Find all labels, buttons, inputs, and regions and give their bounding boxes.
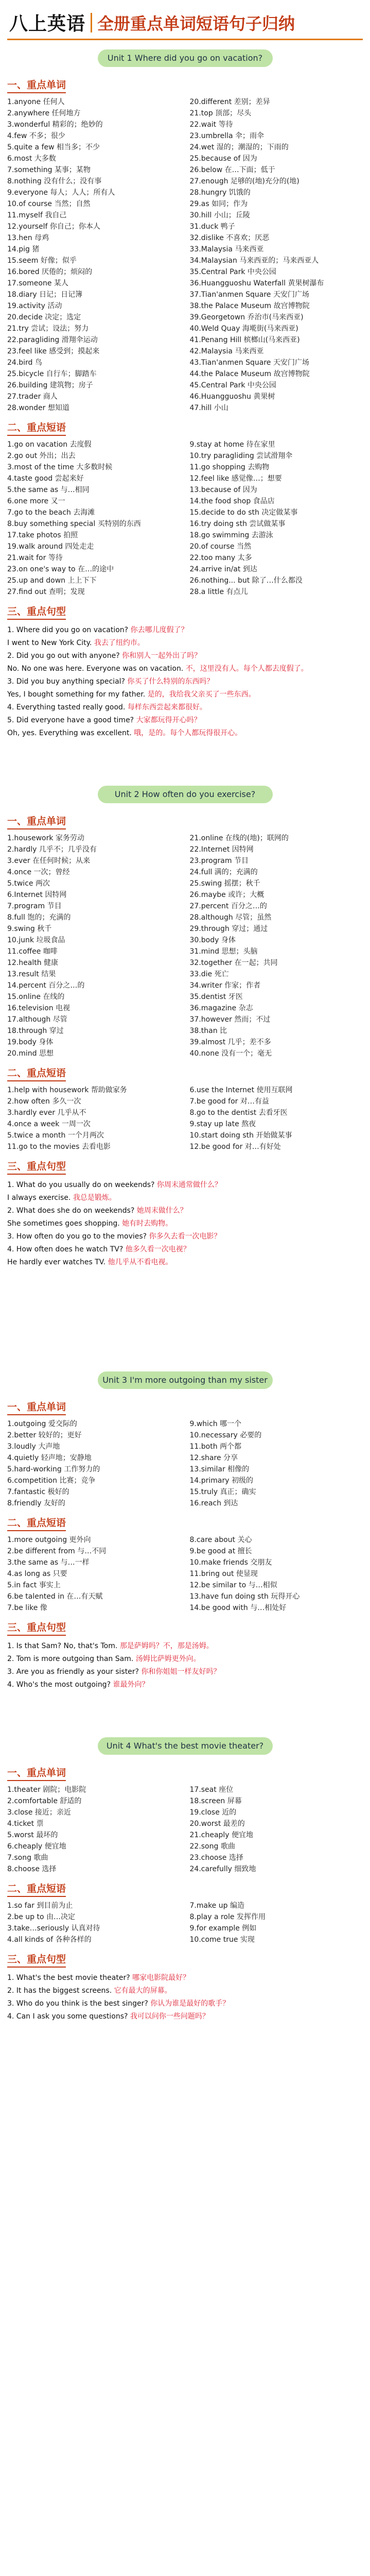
phrase-item: 21.wait for 等待 (7, 554, 63, 562)
sentence-row (7, 702, 363, 713)
word-item: 12.share 分享 (189, 1454, 238, 1462)
word-item: 4.quietly 轻声地；安静地 (7, 1454, 92, 1462)
sentence-row (7, 1666, 363, 1677)
words-grid (7, 96, 363, 414)
word-item: 24.bird 鸟 (7, 359, 42, 367)
section-spacer (7, 1692, 363, 1728)
sentence-chinese: 你多久去看一次电影？ (149, 1232, 221, 1241)
phrase-item: 14.the food shop 食品店 (189, 497, 275, 505)
sentence-chinese: 我去了纽约市。 (94, 639, 145, 647)
word-item: 10.necessary 必要的 (189, 1431, 262, 1439)
phrase-item: 4.all kinds of 各种各样的 (7, 1936, 92, 1944)
word-item: 14.primary 初级的 (189, 1477, 254, 1485)
word-item: 11.coffee 咖啡 (7, 947, 58, 956)
word-item: 7.something 某事；某物 (7, 166, 91, 174)
phrase-item: 13.because of 因为 (189, 486, 257, 494)
word-item: 36.Huangguoshu Waterfall 黄果树瀑布 (189, 279, 324, 287)
word-item: 21.cheaply 便宜地 (189, 1831, 254, 1839)
word-item: 28.although 尽管；虽然 (189, 913, 272, 922)
words-grid (7, 1418, 363, 1509)
word-item: 23.choose 选择 (189, 1854, 243, 1862)
sentence-row (7, 1998, 363, 2009)
sentence-row (7, 1640, 363, 1652)
word-item: 2.anywhere 任何地方 (7, 109, 81, 117)
unit-banner: Unit 4 What's the best movie theater? (98, 1737, 273, 1755)
sentences-heading: 三、重点句型 (7, 1952, 66, 1968)
phrase-item: 11.bring out 使显现 (189, 1570, 258, 1578)
word-item: 6.cheaply 便宜地 (7, 1842, 66, 1851)
sentence-english: 2. What does she do on weekends? (7, 1207, 135, 1215)
word-item: 45.Central Park 中央公园 (189, 381, 276, 389)
word-item: 16.bored 厌倦的；烦闷的 (7, 268, 93, 276)
word-item: 8.friendly 友好的 (7, 1499, 65, 1507)
word-item: 22.song 歌曲 (189, 1842, 235, 1851)
word-item: 44.the Palace Museum 故宫博物院 (189, 370, 310, 378)
word-item: 12.yourself 你自己；你本人 (7, 223, 100, 231)
word-item: 13.hen 母鸡 (7, 234, 49, 242)
word-item: 12.health 健康 (7, 959, 59, 967)
word-item: 9.which 哪一个 (189, 1420, 242, 1428)
word-item: 32.dislike 不喜欢；厌恶 (189, 234, 270, 242)
sentence-row (7, 1985, 363, 1996)
phrase-item: 10.try paragliding 尝试滑翔伞 (189, 452, 293, 460)
words-heading: 一、重点单词 (7, 814, 66, 829)
word-item: 8.choose 选择 (7, 1865, 57, 1873)
word-item: 23.umbrella 伞；雨伞 (189, 132, 265, 140)
phrases-heading: 二、重点短语 (7, 1515, 66, 1531)
sentence-chinese: 你去哪儿度假了？ (130, 626, 188, 634)
words-heading: 一、重点单词 (7, 1399, 66, 1415)
unit-banner: Unit 2 How often do you exercise? (98, 786, 273, 803)
word-item: 20.worst 最差的 (189, 1820, 245, 1828)
phrase-item: 17.take photos 拍照 (7, 531, 78, 539)
phrase-item: 14.be good with 与…相处好 (189, 1604, 287, 1612)
word-item: 47.hill 小山 (189, 404, 228, 412)
word-item: 18.diary 日记；日记簿 (7, 291, 83, 299)
sentence-chinese: 不，这里没有人。每个人都去度假了。 (185, 665, 308, 673)
phrases-grid (7, 1534, 363, 1614)
phrase-item: 5.the same as 与…相同 (7, 486, 90, 494)
phrase-item: 3.the same as 与…一样 (7, 1558, 90, 1567)
sentence-english: 3. Did you buy anything special? (7, 677, 125, 686)
phrase-item: 5.in fact 事实上 (7, 1581, 61, 1589)
unit-section (7, 49, 363, 776)
sentence-english: 4. How often does he watch TV? (7, 1245, 124, 1253)
sentence-chinese: 那是萨姆吗？不，那是汤姆。 (119, 1642, 214, 1650)
sentence-chinese: 你周末通常做什么？ (156, 1181, 222, 1189)
phrase-item: 6.use the Internet 使用互联网 (189, 1086, 293, 1094)
word-item: 23.feel like 感受到；摸起来 (7, 347, 100, 355)
word-item: 10.junk 垃圾食品 (7, 936, 65, 944)
word-item: 35.Central Park 中央公园 (189, 268, 276, 276)
unit-section (7, 786, 363, 1362)
sentence-row (7, 2011, 363, 2022)
word-item: 9.everyone 每人；人人；所有人 (7, 189, 115, 197)
sentence-english: 3. Who do you think is the best singer? (7, 1999, 148, 2008)
phrase-item: 1.go on vacation 去度假 (7, 440, 92, 449)
phrase-item: 10.come true 实现 (189, 1936, 255, 1944)
word-item: 27.percent 百分之…的 (189, 902, 267, 910)
word-item: 11.both 两个都 (189, 1443, 242, 1451)
phrase-item: 9.for example 例如 (189, 1924, 257, 1933)
sentence-english: 2. It has the biggest screens. (7, 1987, 112, 1995)
word-item: 5.quite a few 相当多；不少 (7, 143, 100, 151)
word-item: 11.myself 我自己 (7, 211, 67, 219)
word-item: 2.hardly 几乎不；几乎没有 (7, 845, 97, 854)
sentence-english: I went to New York City. (7, 639, 92, 647)
phrase-item: 9.stay up late 熬夜 (189, 1120, 256, 1128)
word-item: 5.hard-working 工作努力的 (7, 1465, 100, 1473)
phrase-item: 28.a little 有点儿 (189, 588, 248, 596)
word-item: 19.body 身体 (7, 1038, 54, 1046)
document-subtitle: 全册重点单词短语句子归纳 (97, 13, 295, 33)
sentence-row (7, 727, 363, 739)
word-item: 29.as 如同；作为 (189, 200, 248, 208)
sentence-chinese: 我可以问你一些问题吗？ (130, 2012, 209, 2021)
phrase-item: 18.go swimming 去游泳 (189, 531, 273, 539)
word-item: 25.because of 因为 (189, 155, 257, 163)
word-item: 31.duck 鸭子 (189, 223, 235, 231)
sentence-chinese: 它有最大的屏幕。 (114, 1987, 172, 1995)
word-item: 17.seat 座位 (189, 1786, 234, 1794)
word-item: 8.full 饱的；充满的 (7, 913, 71, 922)
phrase-item: 26.nothing... but 除了…什么都没 (189, 577, 303, 585)
phrase-item: 1.so far 到目前为止 (7, 1902, 73, 1910)
phrase-item: 2.go out 外出；出去 (7, 452, 76, 460)
word-item: 33.die 死亡 (189, 970, 229, 978)
sentence-english: 3. How often do you go to the movies? (7, 1232, 147, 1241)
word-item: 1.theater 剧院；电影院 (7, 1786, 86, 1794)
sentence-english: No. No one was here. Everyone was on vacation. (7, 665, 184, 673)
word-item: 38.the Palace Museum 故宫博物院 (189, 302, 310, 310)
word-item: 21.online 在线的(地)；联网的 (189, 834, 289, 842)
sentence-chinese: 哪家电影院最好？ (132, 1974, 190, 1982)
sentence-row (7, 1179, 363, 1191)
unit-banner: Unit 1 Where did you go on vacation? (98, 49, 273, 67)
word-item: 15.seem 好像；似乎 (7, 257, 77, 265)
sentence-row (7, 650, 363, 662)
sentence-row (7, 1679, 363, 1690)
word-item: 5.worst 最坏的 (7, 1831, 58, 1839)
phrase-item: 7.be good for 对…有益 (189, 1097, 269, 1106)
phrase-item: 1.help with housework 帮助做家务 (7, 1086, 127, 1094)
phrase-item: 3.hardly ever 几乎从不 (7, 1109, 86, 1117)
word-item: 14.pig 猪 (7, 245, 40, 253)
sentence-row (7, 663, 363, 674)
sentence-chinese: 谁最外向？ (113, 1681, 149, 1689)
word-item: 33.Malaysia 马来西亚 (189, 245, 264, 253)
word-item: 43.Tian'anmen Square 天安门广场 (189, 359, 309, 367)
word-item: 24.wet 湿的；潮湿的；下雨的 (189, 143, 289, 151)
sentence-english: 2. Did you go out with anyone? (7, 652, 120, 660)
sentence-english: I always exercise. (7, 1194, 71, 1202)
word-item: 3.close 接近；亲近 (7, 1808, 71, 1817)
sentence-english: 5. Did everyone have a good time? (7, 716, 134, 724)
word-item: 13.similar 相像的 (189, 1465, 250, 1473)
document-title: 八上英语 (9, 13, 86, 35)
phrase-item: 11.go shopping 去购物 (189, 463, 270, 471)
phrase-item: 3.take…seriously 认真对待 (7, 1924, 100, 1933)
sentence-chinese: 她周末做什么？ (136, 1207, 187, 1215)
word-item: 3.wonderful 精彩的；绝妙的 (7, 121, 103, 129)
word-item: 46.Huangguoshu 黄果树 (189, 393, 275, 401)
phrase-item: 22.too many 太多 (189, 554, 252, 562)
phrase-item: 2.how often 多久一次 (7, 1097, 81, 1106)
sentence-english: He hardly ever watches TV. (7, 1258, 106, 1266)
word-item: 30.body 身体 (189, 936, 236, 944)
word-item: 26.maybe 或许；大概 (189, 891, 265, 899)
word-item: 4.ticket 票 (7, 1820, 44, 1828)
sentence-chinese: 你和别人一起外出了吗？ (122, 652, 202, 660)
word-item: 4.few 不多；很少 (7, 132, 65, 140)
sentence-english: Yes, I bought something for my father. (7, 690, 146, 699)
phrase-item: 4.as long as 只要 (7, 1570, 67, 1578)
sentence-english: She sometimes goes shopping. (7, 1219, 120, 1228)
words-heading: 一、重点单词 (7, 77, 66, 93)
sentence-row (7, 1244, 363, 1255)
word-item: 27.trader 商人 (7, 393, 58, 401)
sentence-chinese: 汤姆比萨姆更外向。 (135, 1655, 201, 1663)
word-item: 22.Internet 因特网 (189, 845, 254, 854)
word-item: 28.hungry 饥饿的 (189, 189, 251, 197)
sentence-chinese: 每样东西尝起来都很好。 (127, 703, 207, 711)
phrase-item: 10.make friends 交朋友 (189, 1558, 272, 1567)
phrase-item: 27.find out 查明；发现 (7, 588, 85, 596)
word-item: 21.try 尝试；设法；努力 (7, 325, 89, 333)
word-item: 18.through 穿过 (7, 1027, 64, 1035)
sentence-chinese: 你买了什么特别的东西吗？ (127, 677, 214, 686)
phrases-grid (7, 1084, 363, 1153)
sentence-english: 1. Is that Sam? No, that's Tom. (7, 1642, 118, 1650)
sentence-chinese: 大家都玩得开心吗？ (136, 716, 201, 724)
word-item: 35.dentist 牙医 (189, 993, 243, 1001)
word-item: 22.paragliding 滑翔伞运动 (7, 336, 98, 344)
phrases-grid (7, 1900, 363, 1945)
word-item: 39.almost 几乎；差不多 (189, 1038, 271, 1046)
sentence-row (7, 624, 363, 636)
word-item: 22.wait 等待 (189, 121, 233, 129)
sentence-row (7, 1972, 363, 1984)
sentences-heading: 三、重点句型 (7, 604, 66, 620)
word-item: 34.writer 作家；作者 (189, 981, 261, 990)
word-item: 30.hill 小山；丘陵 (189, 211, 250, 219)
word-item: 38.than 比 (189, 1027, 227, 1035)
phrase-item: 4.taste good 尝起来好 (7, 474, 84, 483)
word-item: 4.once 一次；曾经 (7, 868, 70, 876)
word-item: 13.result 结果 (7, 970, 56, 978)
phrase-item: 2.be different from 与…不同 (7, 1547, 107, 1555)
sentence-row (7, 676, 363, 687)
phrases-grid (7, 439, 363, 598)
phrases-heading: 二、重点短语 (7, 420, 66, 436)
phrase-item: 4.once a week 一周一次 (7, 1120, 91, 1128)
word-item: 15.truly 真正；确实 (189, 1488, 256, 1496)
word-item: 2.comfortable 舒适的 (7, 1797, 82, 1805)
sentence-chinese: 我总是锻炼。 (73, 1194, 116, 1202)
phrase-item: 15.decide to do sth 决定做某事 (189, 509, 298, 517)
sentence-row (7, 1205, 363, 1216)
unit-section (7, 1737, 363, 2060)
sentence-row (7, 715, 363, 726)
word-item: 5.twice 两次 (7, 879, 50, 888)
sentence-chinese: 你和你姐姐一样友好吗？ (141, 1668, 221, 1676)
word-item: 17.someone 某人 (7, 279, 68, 287)
word-item: 7.song 歌曲 (7, 1854, 48, 1862)
phrase-item: 7.go to the beach 去海滩 (7, 509, 95, 517)
sentence-row (7, 1231, 363, 1242)
phrase-item: 16.try doing sth 尝试做某事 (189, 520, 286, 528)
words-grid (7, 833, 363, 1059)
phrase-item: 12.be similar to 与…相似 (189, 1581, 277, 1589)
sentences-heading: 三、重点句型 (7, 1620, 66, 1636)
phrase-item: 5.twice a month 一个月两次 (7, 1131, 104, 1140)
word-item: 41.Penang Hill 槟榔山(马来西亚) (189, 336, 300, 344)
document-header (7, 4, 363, 40)
phrase-item: 6.be talented in 在…有天赋 (7, 1592, 103, 1601)
sentence-english: Oh, yes. Everything was excellent. (7, 729, 132, 737)
title-divider (91, 13, 92, 32)
word-item: 26.building 建筑物；房子 (7, 381, 93, 389)
phrases-heading: 二、重点短语 (7, 1065, 66, 1081)
sentence-english: 1. Where did you go on vacation? (7, 626, 129, 634)
word-item: 20.mind 思想 (7, 1049, 54, 1058)
sentence-chinese: 哦，是的。每个人都玩得很开心。 (134, 729, 242, 737)
phrase-item: 10.start doing sth 开始做某事 (189, 1131, 292, 1140)
phrase-item: 3.most of the time 大多数时候 (7, 463, 113, 471)
phrase-item: 8.play a role 发挥作用 (189, 1913, 266, 1921)
phrase-item: 7.make up 编造 (189, 1902, 244, 1910)
word-item: 6.most 大多数 (7, 155, 56, 163)
phrase-item: 8.go to the dentist 去看牙医 (189, 1109, 288, 1117)
sentence-english: 1. What do you usually do on weekends? (7, 1181, 155, 1189)
phrase-item: 6.one more 又一 (7, 497, 65, 505)
word-item: 1.anyone 任何人 (7, 98, 65, 106)
word-item: 19.close 近的 (189, 1808, 237, 1817)
sentence-row (7, 689, 363, 700)
sentence-chinese: 她有时去购物。 (122, 1219, 173, 1228)
phrase-item: 1.more outgoing 更外向 (7, 1536, 91, 1544)
sentence-english: 2. Tom is more outgoing than Sam. (7, 1655, 134, 1663)
word-item: 31.mind 思想；头脑 (189, 947, 258, 956)
word-item: 1.outgoing 爱交际的 (7, 1420, 77, 1428)
word-item: 7.fantastic 极好的 (7, 1488, 69, 1496)
section-spacer (7, 740, 363, 776)
phrase-item: 25.up and down 上上下下 (7, 577, 97, 585)
words-heading: 一、重点单词 (7, 1765, 66, 1781)
word-item: 14.percent 百分之…的 (7, 981, 85, 990)
sentence-row (7, 1653, 363, 1665)
word-item: 20.different 差别；差异 (189, 98, 270, 106)
word-item: 37.Tian'anmen Square 天安门广场 (189, 291, 309, 299)
word-item: 20.decide 决定；选定 (7, 313, 81, 321)
word-item: 24.carefully 细致地 (189, 1865, 256, 1873)
sentence-chinese: 他几乎从不看电视。 (108, 1258, 173, 1266)
sentence-row (7, 1192, 363, 1204)
sentence-english: 1. What's the best movie theater? (7, 1974, 130, 1982)
phrase-item: 7.be like 像 (7, 1604, 47, 1612)
word-item: 29.through 穿过；通过 (189, 925, 268, 933)
word-item: 3.ever 在任何时候；从来 (7, 857, 91, 865)
phrase-item: 9.be good at 擅长 (189, 1547, 252, 1555)
phrase-item: 8.buy something special 买特别的东西 (7, 520, 141, 528)
word-item: 24.full 满的；充满的 (189, 868, 258, 876)
word-item: 1.housework 家务劳动 (7, 834, 84, 842)
sentence-english: 4. Can I ask you some questions? (7, 2012, 128, 2021)
phrase-item: 19.walk around 四处走走 (7, 543, 94, 551)
word-item: 9.swing 秋千 (7, 925, 52, 933)
words-grid (7, 1784, 363, 1875)
phrase-item: 13.have fun doing sth 玩得开心 (189, 1592, 300, 1601)
phrase-item: 9.stay at home 待在家里 (189, 440, 275, 449)
word-item: 6.competition 比赛；竞争 (7, 1477, 96, 1485)
word-item: 7.program 节目 (7, 902, 62, 910)
phrase-item: 12.feel like 感觉像…；想要 (189, 474, 282, 483)
word-item: 15.online 在线的 (7, 993, 65, 1001)
phrase-item: 12.be good for 对…有好处 (189, 1143, 281, 1151)
word-item: 21.top 顶部；尽头 (189, 109, 252, 117)
sentence-row (7, 1257, 363, 1268)
word-item: 37.however 然而；不过 (189, 1015, 271, 1024)
word-item: 25.bicycle 自行车；脚踏车 (7, 370, 97, 378)
word-item: 18.screen 屏幕 (189, 1797, 242, 1805)
phrase-item: 23.on one's way to 在…的途中 (7, 565, 114, 573)
word-item: 23.program 节目 (189, 857, 249, 865)
sentence-row (7, 637, 363, 649)
phrase-item: 2.be up to 由…决定 (7, 1913, 76, 1921)
sentence-chinese: 他多久看一次电视？ (125, 1245, 190, 1253)
word-item: 36.magazine 杂志 (189, 1004, 253, 1012)
word-item: 32.together 在一起；共同 (189, 959, 278, 967)
word-item: 34.Malaysian 马来西亚的；马来西亚人 (189, 257, 319, 265)
unit-banner: Unit 3 I'm more outgoing than my sister (98, 1371, 273, 1389)
word-item: 39.Georgetown 乔治市(马来西亚) (189, 313, 304, 321)
sentence-english: 4. Who's the most outgoing? (7, 1681, 111, 1689)
word-item: 42.Malaysia 马来西亚 (189, 347, 264, 355)
word-item: 19.activity 活动 (7, 302, 62, 310)
word-item: 28.wonder 想知道 (7, 404, 69, 412)
word-item: 25.swing 摇摆；秋千 (189, 879, 260, 888)
word-item: 3.loudly 大声地 (7, 1443, 60, 1451)
sentence-chinese: 你认为谁是最好的歌手？ (150, 1999, 230, 2008)
section-spacer (7, 1269, 363, 1362)
phrase-item: 8.care about 关心 (189, 1536, 252, 1544)
word-item: 16.television 电视 (7, 1004, 71, 1012)
units-container (7, 49, 363, 2060)
sentences-heading: 三、重点句型 (7, 1159, 66, 1175)
word-item: 26.below 在…下面；低于 (189, 166, 275, 174)
word-item: 10.of course 当然；自然 (7, 200, 91, 208)
phrase-item: 20.of course 当然 (189, 543, 251, 551)
word-item: 8.nothing 没有什么；没有事 (7, 177, 102, 185)
sentence-english: 4. Everything tasted really good. (7, 703, 126, 711)
unit-section (7, 1371, 363, 1728)
word-item: 40.none 没有一个；毫无 (189, 1049, 272, 1058)
sentence-english: 3. Are you as friendly as your sister? (7, 1668, 139, 1676)
word-item: 2.better 较好的；更好 (7, 1431, 82, 1439)
word-item: 6.Internet 因特网 (7, 891, 67, 899)
sentence-row (7, 1218, 363, 1229)
word-item: 40.Weld Quay 海墘街(马来西亚) (189, 325, 298, 333)
word-item: 17.although 尽管 (7, 1015, 67, 1024)
phrase-item: 11.go to the movies 去看电影 (7, 1143, 111, 1151)
word-item: 27.enough 足够的(地)充分的(地) (189, 177, 299, 185)
phrase-item: 24.arrive in/at 到达 (189, 565, 257, 573)
phrases-heading: 二、重点短语 (7, 1881, 66, 1897)
section-spacer (7, 2024, 363, 2060)
sentence-chinese: 是的，我给我父亲买了一些东西。 (147, 690, 256, 699)
word-item: 16.reach 到达 (189, 1499, 238, 1507)
